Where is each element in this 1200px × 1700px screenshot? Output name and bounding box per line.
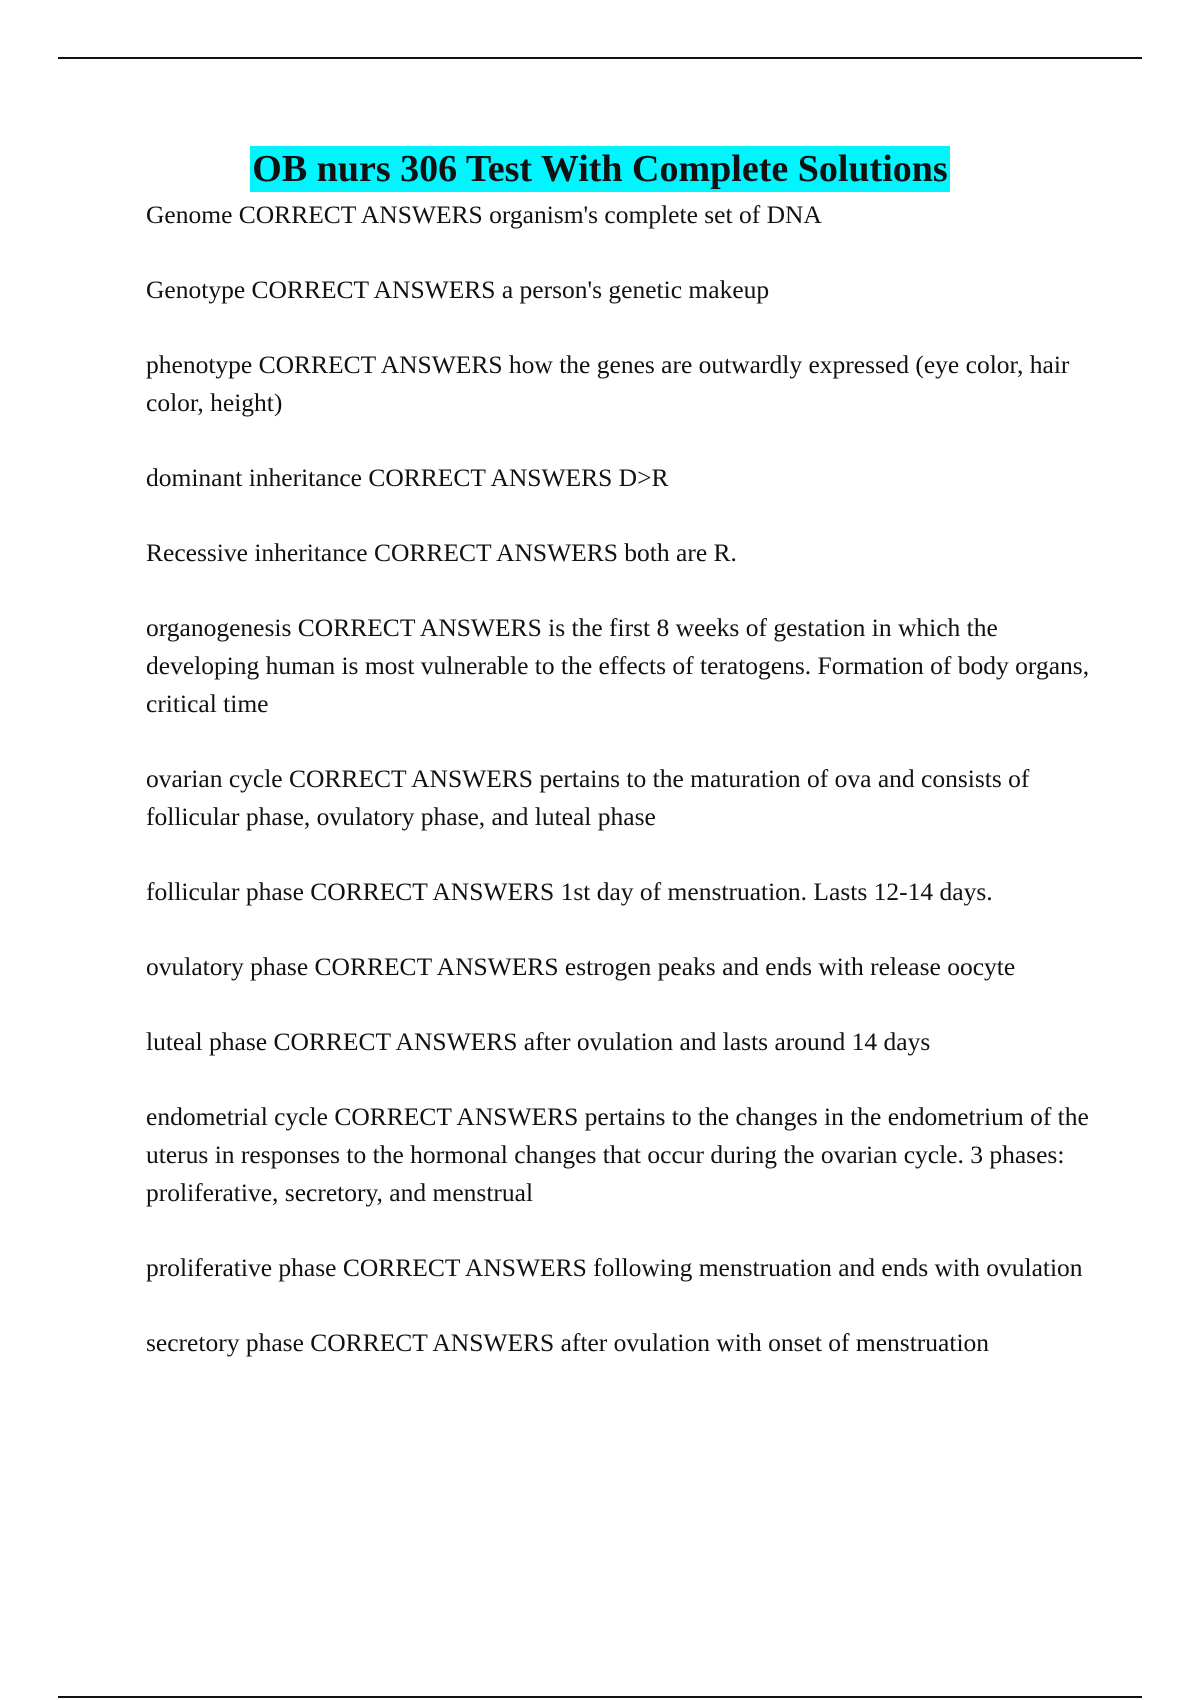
title-container — [0, 146, 1200, 192]
entry-luteal-phase: luteal phase CORRECT ANSWERS after ovulation and lasts around 14 days — [146, 1027, 931, 1056]
entry-ovarian-cycle: ovarian cycle CORRECT ANSWERS pertains to the maturation of ova and consists of follicular phase, ovulatory phase, and luteal phase — [146, 764, 1030, 831]
entry-secretory-phase: secretory phase CORRECT ANSWERS after ovulation with onset of menstruation — [146, 1328, 990, 1357]
entry-recessive-inheritance: Recessive inheritance CORRECT ANSWERS both are R. — [146, 538, 737, 567]
entry-genome: Genome CORRECT ANSWERS organism's complete set of DNA — [146, 200, 822, 229]
entry-genotype: Genotype CORRECT ANSWERS a person's genetic makeup — [146, 275, 770, 304]
entry-follicular-phase: follicular phase CORRECT ANSWERS 1st day of menstruation. Lasts 12-14 days. — [146, 877, 993, 906]
document-title: OB nurs 306 Test With Complete Solutions — [252, 148, 948, 190]
entry-ovulatory-phase: ovulatory phase CORRECT ANSWERS estrogen peaks and ends with release oocyte — [146, 952, 1016, 981]
entry-list — [146, 196, 1096, 1399]
bottom-rule — [58, 1696, 1142, 1698]
entry-endometrial-cycle: endometrial cycle CORRECT ANSWERS pertains to the changes in the endometrium of the uterus in responses to the hormonal changes that occur during the ovarian cycle. 3 phases: proliferative, secretory, and menstrual — [146, 1102, 1089, 1207]
entry-proliferative-phase: proliferative phase CORRECT ANSWERS following menstruation and ends with ovulation — [146, 1253, 1083, 1282]
entry-organogenesis: organogenesis CORRECT ANSWERS is the first 8 weeks of gestation in which the developing human is most vulnerable to the effects of teratogens. Formation of body organs, critical time — [146, 613, 1090, 718]
top-rule — [58, 57, 1142, 59]
entry-phenotype: phenotype CORRECT ANSWERS how the genes are outwardly expressed (eye color, hair color, height) — [146, 350, 1070, 417]
entry-dominant-inheritance: dominant inheritance CORRECT ANSWERS D>R — [146, 463, 669, 492]
